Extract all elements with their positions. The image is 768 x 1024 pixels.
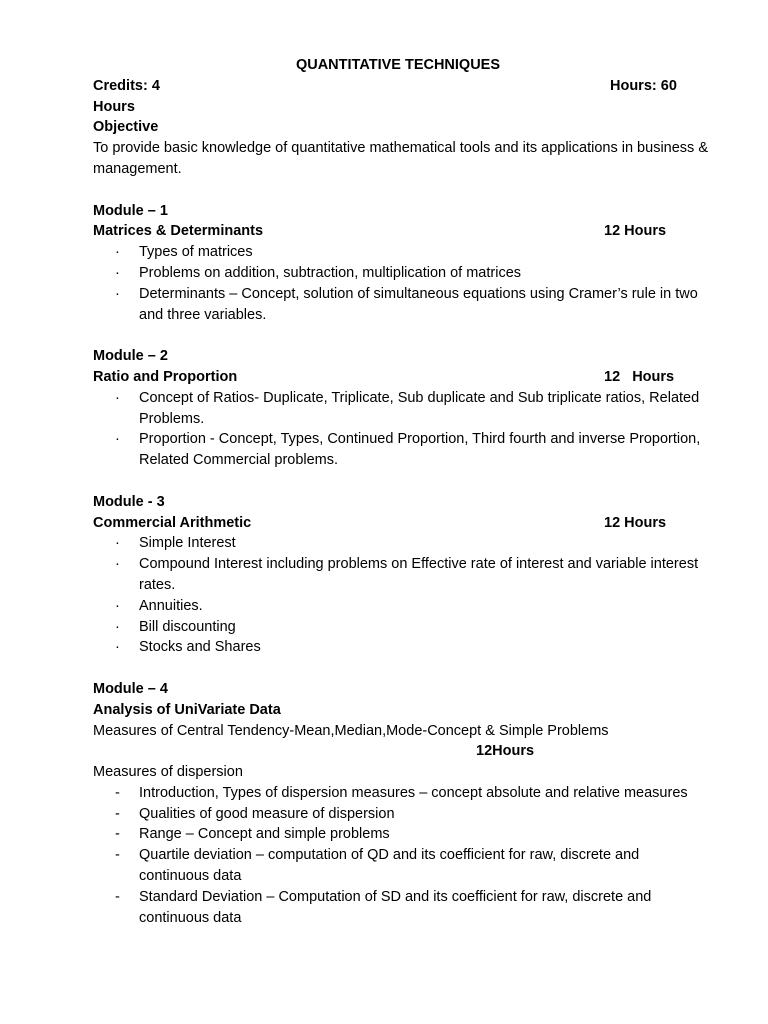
list-item — [93, 596, 713, 617]
module-2-title-row — [93, 367, 713, 388]
module-3-topic-list — [93, 533, 713, 658]
bullet-marker: · — [115, 639, 120, 656]
list-item-text: Determinants – Concept, solution of simultaneous equations using Cramer’s rule in two and three variables. — [139, 285, 698, 323]
module-3-title-row — [93, 513, 713, 534]
spacer — [93, 471, 713, 492]
dash-marker: - — [115, 805, 120, 822]
credits-label: Credits: 4 — [93, 77, 160, 94]
bullet-marker: · — [115, 597, 120, 614]
bullet-marker: · — [115, 535, 120, 552]
module-2-title: Ratio and Proportion — [93, 368, 238, 385]
bullet-marker: · — [115, 556, 120, 573]
hours-total-label: Hours: 60 — [610, 77, 677, 94]
objective-heading: Objective — [93, 119, 159, 136]
bullet-marker: · — [115, 244, 120, 261]
module-4-title: Analysis of UniVariate Data — [93, 701, 281, 718]
list-item — [93, 845, 713, 887]
list-item — [93, 429, 713, 471]
list-item-text: Annuities. — [139, 597, 203, 614]
list-item-text: Problems on addition, subtraction, multiplication of matrices — [139, 264, 522, 281]
list-item — [93, 242, 713, 263]
module-4-hours: 12Hours — [476, 743, 535, 760]
credits-row — [93, 76, 713, 97]
bullet-marker: · — [115, 389, 120, 406]
list-item-text: Introduction, Types of dispersion measures – concept absolute and relative measures — [139, 784, 688, 801]
bullet-marker: · — [115, 618, 120, 635]
dash-marker: - — [115, 888, 120, 905]
module-4-heading: Module – 4 — [93, 680, 168, 697]
document-title: QUANTITATIVE TECHNIQUES — [295, 57, 501, 73]
module-3-heading: Module - 3 — [93, 493, 165, 510]
module-2-heading: Module – 2 — [93, 348, 168, 365]
dash-marker: - — [115, 784, 120, 801]
list-item — [93, 533, 713, 554]
bullet-marker: · — [115, 285, 120, 302]
list-item-text: Compound Interest including problems on Effective rate of interest and variable interest rates. — [139, 556, 699, 593]
list-item-text: Stocks and Shares — [139, 639, 261, 656]
list-item — [93, 617, 713, 638]
module-3-title: Commercial Arithmetic — [93, 514, 252, 531]
module-2-hours: 12 Hours — [604, 368, 675, 385]
list-item — [93, 284, 713, 326]
list-item — [93, 554, 713, 596]
list-item — [93, 887, 713, 929]
dispersion-heading: Measures of dispersion — [93, 764, 243, 781]
bullet-marker: · — [115, 431, 120, 448]
objective-text: To provide basic knowledge of quantitative mathematical tools and its applications in business & management. — [93, 140, 708, 177]
list-item — [93, 804, 713, 825]
dash-marker: - — [115, 826, 120, 843]
module-1-title-row — [93, 221, 713, 242]
list-item — [93, 637, 713, 658]
module-1-heading: Module – 1 — [93, 202, 168, 219]
syllabus-page — [93, 55, 713, 928]
list-item — [93, 824, 713, 845]
list-item-text: Proportion - Concept, Types, Continued Proportion, Third fourth and inverse Proportion, Related Commercial problems. — [139, 431, 701, 469]
module-1-title: Matrices & Determinants — [93, 223, 264, 240]
list-item-text: Simple Interest — [139, 535, 236, 552]
list-item-text: Types of matrices — [139, 244, 253, 261]
hours-wrap-label: Hours — [93, 98, 135, 115]
list-item-text: Bill discounting — [139, 618, 236, 635]
module-1-topic-list — [93, 242, 713, 325]
dash-marker: - — [115, 847, 120, 864]
list-item-text: Quartile deviation – computation of QD and its coefficient for raw, discrete and continuous data — [139, 847, 640, 885]
module-4-hours-row — [93, 741, 713, 762]
list-item — [93, 388, 713, 430]
list-item — [93, 783, 713, 804]
list-item-text: Concept of Ratios- Duplicate, Triplicate, Sub duplicate and Sub triplicate ratios, Related Problems. — [139, 389, 700, 427]
list-item-text: Qualities of good measure of dispersion — [139, 805, 395, 822]
bullet-marker: · — [115, 264, 120, 281]
list-item-text: Range – Concept and simple problems — [139, 826, 390, 843]
module-4-topic-list — [93, 783, 713, 929]
module-3-hours: 12 Hours — [604, 514, 667, 531]
list-item-text: Standard Deviation – Computation of SD and its coefficient for raw, discrete and continuous data — [139, 888, 652, 926]
list-item — [93, 263, 713, 284]
spacer — [93, 325, 713, 346]
spacer — [93, 658, 713, 679]
central-tendency-text: Measures of Central Tendency-Mean,Median,Mode-Concept & Simple Problems — [93, 722, 609, 739]
module-1-hours: 12 Hours — [604, 223, 667, 240]
spacer — [93, 180, 713, 201]
module-2-topic-list — [93, 388, 713, 471]
